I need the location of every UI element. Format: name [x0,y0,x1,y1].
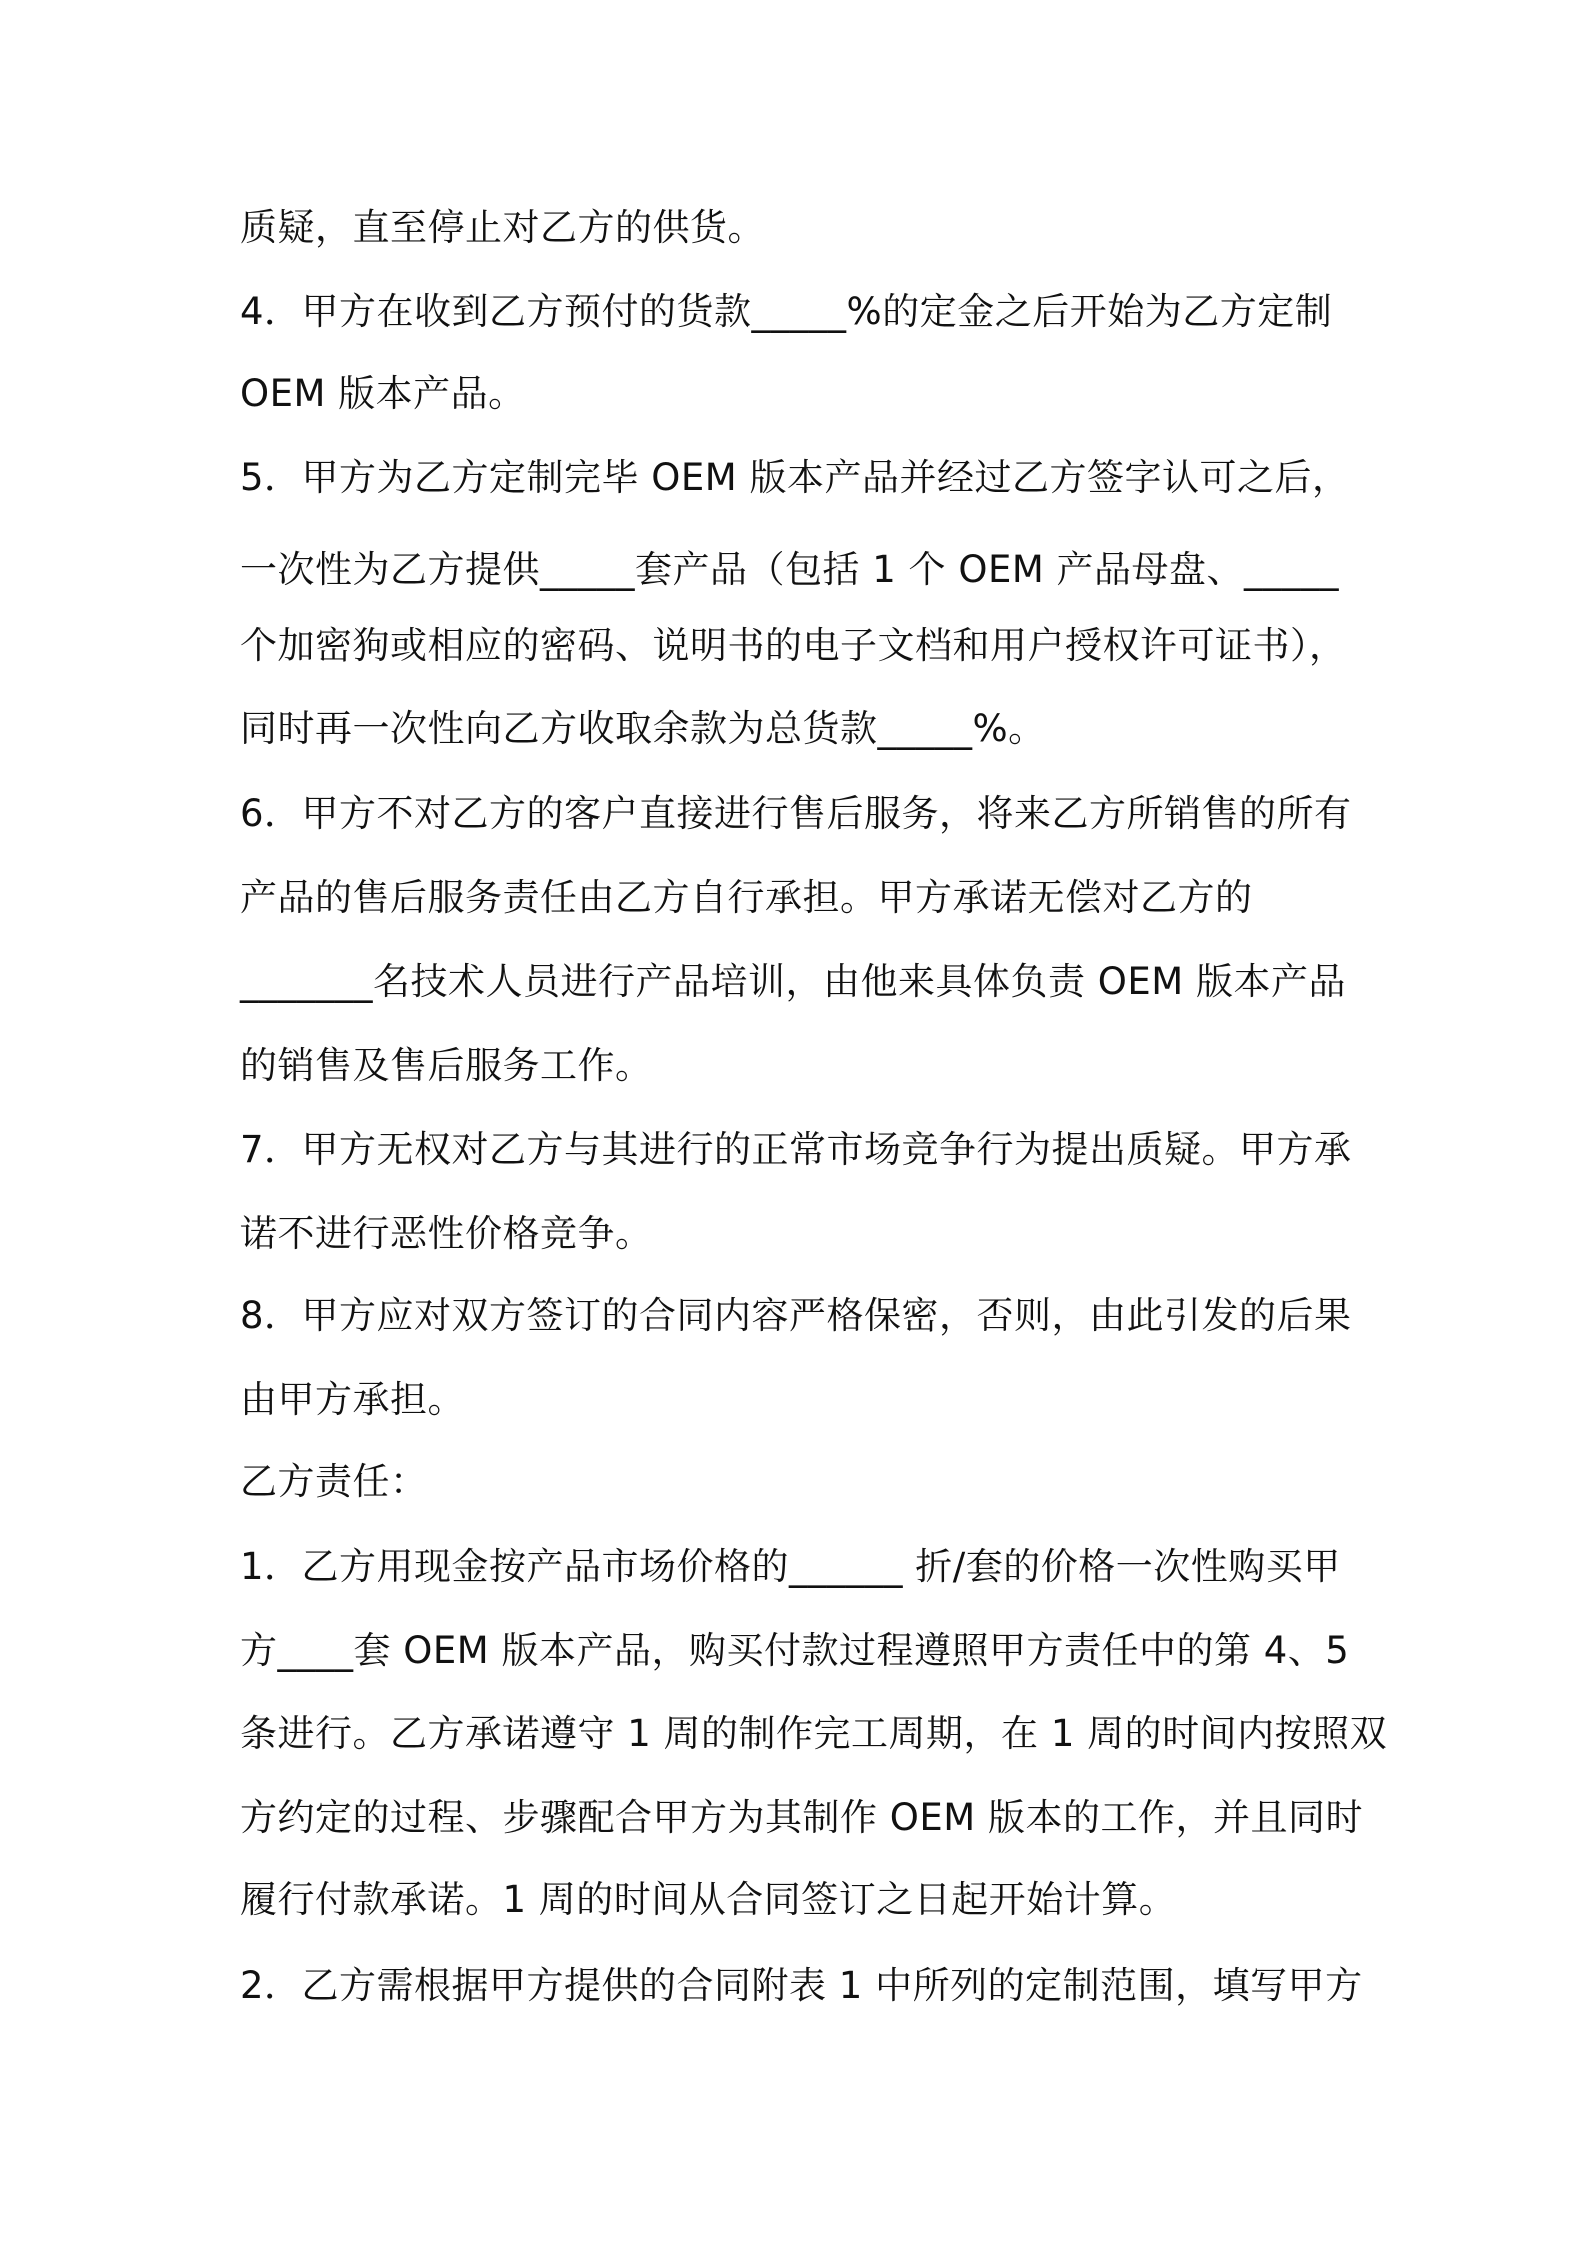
text-line: 一次性为乙方提供_____套产品（包括 1 个 OEM 产品母盘、_____ [240,548,1340,591]
text-line: 个加密狗或相应的密码、说明书的电子文档和用户授权许可证书）， [240,624,1347,667]
text-line: 条进行。乙方承诺遵守 1 周的制作完工周期，在 1 周的时间内按照双 [240,1712,1388,1755]
text-line: 1．乙方用现金按产品市场价格的______ 折/套的价格一次性购买甲 [240,1545,1341,1588]
text-line: 4．甲方在收到乙方预付的货款_____%的定金之后开始为乙方定制 [240,290,1333,333]
text-line: 8．甲方应对双方签订的合同内容严格保密，否则，由此引发的后果 [240,1294,1352,1337]
text-line: 产品的售后服务责任由乙方自行承担。甲方承诺无偿对乙方的 [240,876,1253,919]
text-line: 6．甲方不对乙方的客户直接进行售后服务，将来乙方所销售的所有 [240,792,1352,835]
text-line: 5．甲方为乙方定制完毕 OEM 版本产品并经过乙方签字认可之后， [240,456,1350,499]
text-line: _______名技术人员进行产品培训，由他来具体负责 OEM 版本产品 [240,960,1346,1003]
text-line: 诺不进行恶性价格竞争。 [240,1212,653,1255]
text-line: OEM 版本产品。 [240,372,526,415]
text-line: 履行付款承诺。1 周的时间从合同签订之日起开始计算。 [240,1878,1177,1921]
text-line: 方约定的过程、步骤配合甲方为其制作 OEM 版本的工作，并且同时 [240,1796,1363,1839]
text-line: 2．乙方需根据甲方提供的合同附表 1 中所列的定制范围，填写甲方 [240,1964,1363,2007]
text-line: 由甲方承担。 [240,1378,465,1421]
text-line: 的销售及售后服务工作。 [240,1044,653,1087]
text-line: 方____套 OEM 版本产品，购买付款过程遵照甲方责任中的第 4、5 [240,1629,1350,1672]
text-line: 质疑，直至停止对乙方的供货。 [240,206,765,249]
text-line: 同时再一次性向乙方收取余款为总货款_____%。 [240,707,1046,750]
text-line: 7．甲方无权对乙方与其进行的正常市场竞争行为提出质疑。甲方承 [240,1128,1352,1171]
section-heading: 乙方责任： [240,1460,428,1503]
